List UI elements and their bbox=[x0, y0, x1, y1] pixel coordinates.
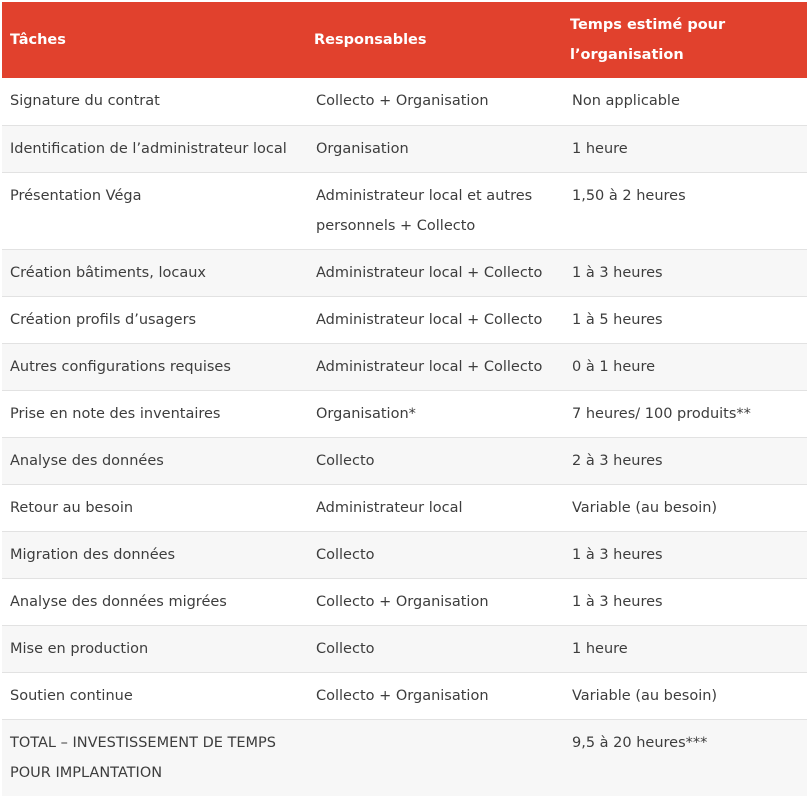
task-cell: Autres configurations requises bbox=[2, 343, 306, 390]
total-responsible-cell bbox=[306, 719, 562, 796]
table-row bbox=[2, 125, 807, 172]
header-temps-estime: Temps estimé pour l’organisation bbox=[570, 17, 726, 63]
time-cell: Non applicable bbox=[562, 78, 807, 125]
responsible-cell: Collecto bbox=[306, 531, 562, 578]
task-cell: Analyse des données bbox=[2, 437, 306, 484]
time-cell: 1,50 à 2 heures bbox=[562, 172, 807, 249]
responsible-cell: Administrateur local + Collecto bbox=[306, 296, 562, 343]
table-row bbox=[2, 437, 807, 484]
time-cell: Variable (au besoin) bbox=[562, 484, 807, 531]
table-row bbox=[2, 484, 807, 531]
implementation-table bbox=[2, 2, 807, 796]
table-row bbox=[2, 390, 807, 437]
table-row bbox=[2, 578, 807, 625]
time-cell: 2 à 3 heures bbox=[562, 437, 807, 484]
time-cell: 1 à 3 heures bbox=[562, 531, 807, 578]
task-cell: Création profils d’usagers bbox=[2, 296, 306, 343]
time-cell: 1 heure bbox=[562, 125, 807, 172]
table-row bbox=[2, 531, 807, 578]
responsible-cell: Administrateur local bbox=[306, 484, 562, 531]
time-cell: 1 à 5 heures bbox=[562, 296, 807, 343]
header-row bbox=[2, 2, 807, 78]
table-header bbox=[2, 2, 807, 78]
responsible-cell: Administrateur local + Collecto bbox=[306, 343, 562, 390]
total-label-cell: TOTAL – INVESTISSEMENT DE TEMPS POUR IMPLANTATION bbox=[10, 734, 276, 781]
table-row bbox=[2, 625, 807, 672]
task-cell: Migration des données bbox=[2, 531, 306, 578]
time-cell: 0 à 1 heure bbox=[562, 343, 807, 390]
header-responsables: Responsables bbox=[314, 32, 427, 48]
time-cell: 7 heures/ 100 produits** bbox=[562, 390, 807, 437]
responsible-cell: Organisation* bbox=[306, 390, 562, 437]
task-cell: Analyse des données migrées bbox=[2, 578, 306, 625]
responsible-cell: Collecto + Organisation bbox=[306, 78, 562, 125]
responsible-cell: Administrateur local + Collecto bbox=[306, 249, 562, 296]
table-row bbox=[2, 296, 807, 343]
responsible-cell: Collecto bbox=[306, 437, 562, 484]
task-cell: Création bâtiments, locaux bbox=[2, 249, 306, 296]
responsible-cell: Collecto bbox=[306, 625, 562, 672]
time-cell: Variable (au besoin) bbox=[562, 672, 807, 719]
time-cell: 1 à 3 heures bbox=[562, 249, 807, 296]
table-row bbox=[2, 172, 807, 249]
header-taches: Tâches bbox=[10, 32, 66, 48]
time-cell: 1 à 3 heures bbox=[562, 578, 807, 625]
responsible-cell: Administrateur local et autres personnels + Collecto bbox=[306, 172, 562, 249]
responsible-cell: Collecto + Organisation bbox=[306, 672, 562, 719]
responsible-cell: Collecto + Organisation bbox=[306, 578, 562, 625]
table-body bbox=[2, 78, 807, 796]
responsible-cell: Organisation bbox=[306, 125, 562, 172]
task-cell: Présentation Véga bbox=[2, 172, 306, 249]
task-cell: Soutien continue bbox=[2, 672, 306, 719]
table-row bbox=[2, 672, 807, 719]
total-time-cell: 9,5 à 20 heures*** bbox=[572, 734, 708, 751]
task-cell: Retour au besoin bbox=[2, 484, 306, 531]
time-cell: 1 heure bbox=[562, 625, 807, 672]
task-cell: Prise en note des inventaires bbox=[2, 390, 306, 437]
task-cell: Signature du contrat bbox=[2, 78, 306, 125]
table-row bbox=[2, 249, 807, 296]
table-row bbox=[2, 78, 807, 125]
total-row bbox=[2, 719, 807, 796]
table-row bbox=[2, 343, 807, 390]
task-cell: Identification de l’administrateur local bbox=[2, 125, 306, 172]
task-cell: Mise en production bbox=[2, 625, 306, 672]
